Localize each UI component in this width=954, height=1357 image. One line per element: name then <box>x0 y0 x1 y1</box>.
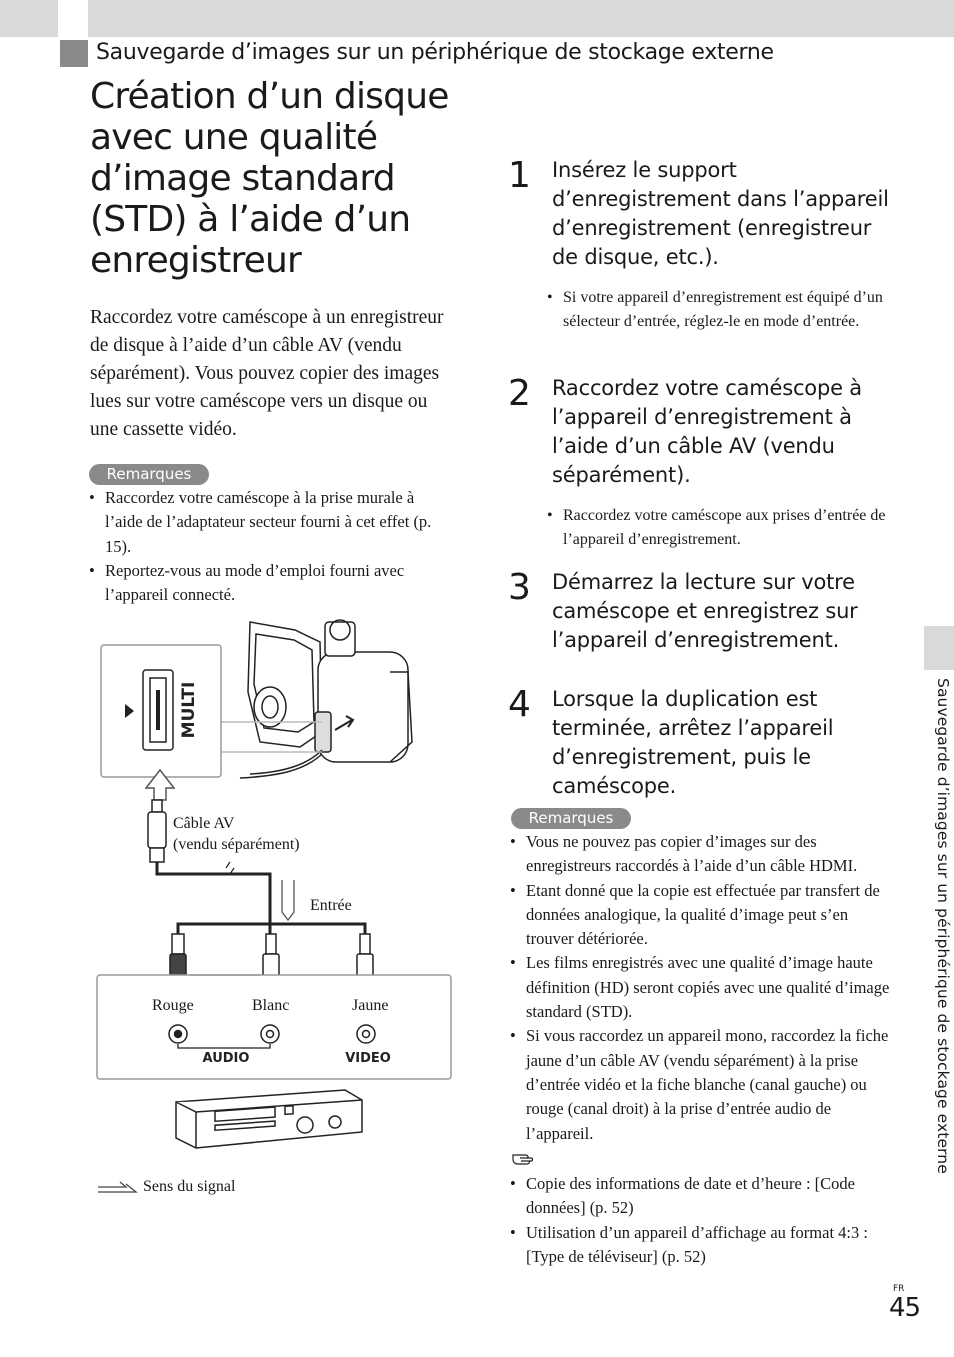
video-label: VIDEO <box>345 1051 391 1066</box>
reference-hand-icon <box>512 1150 534 1171</box>
entree-label: Entrée <box>310 897 352 914</box>
page-language: FR <box>893 1284 905 1294</box>
cable-label: Câble AV <box>173 815 235 832</box>
page-number: 45 <box>889 1293 921 1323</box>
signal-direction-icon <box>98 1182 136 1192</box>
remarks-list-left <box>89 486 454 607</box>
connection-illustration <box>90 612 470 1212</box>
list-item: • Utilisation d’un appareil d’affichage au format 4:3 : [Type de téléviseur] (p. 52) <box>510 1221 890 1270</box>
step-number: 4 <box>508 684 531 725</box>
multi-terminal-label: MULTI <box>179 681 199 739</box>
list-item: • Si vous raccordez un appareil mono, raccordez la fiche jaune d’un câble AV (vendu séparément) à la prise d’entrée vidéo et la fiche blanche (canal gauche) ou rouge (canal droit) à la prise d’entrée audio de l’appareil. <box>510 1024 890 1145</box>
list-item: • Les films enregistrés avec une qualité d’image haute définition (HD) seront copiés avec une qualité d’image standard (STD). <box>510 951 890 1024</box>
step-text: Raccordez votre caméscope à l’appareil d’enregistrement à l’aide d’un câble AV (vendu séparément). <box>552 376 862 487</box>
list-item: • Vous ne pouvez pas copier d’images sur des enregistreurs raccordés à l’aide d’un câble HDMI. <box>510 830 890 879</box>
entree-arrow-icon <box>282 880 294 920</box>
recorder-illustration <box>176 1090 362 1148</box>
side-tab-label: Sauvegarde d’images sur un périphérique de stockage externe <box>934 678 952 1174</box>
references-list <box>510 1172 890 1269</box>
remarks-badge: Remarques <box>89 464 209 485</box>
list-item: • Raccordez votre caméscope à la prise murale à l’aide de l’adaptateur secteur fourni à cet effet (p. 15). <box>89 486 454 559</box>
camcorder-illustration <box>240 620 412 778</box>
page-title: Création d’un disque avec une qualité d’image standard (STD) à l’aide d’un enregistreur <box>90 76 449 281</box>
remarks-list-right <box>510 830 890 1146</box>
list-item: • Reportez-vous au mode d’emploi fourni avec l’appareil connecté. <box>89 559 454 608</box>
cable-sold-separately-label: (vendu séparément) <box>173 836 300 853</box>
section-marker <box>60 40 88 67</box>
step-text: Démarrez la lecture sur votre caméscope et enregistrez sur l’appareil d’enregistrement. <box>552 570 858 652</box>
step-bullet: • Si votre appareil d’enregistrement est équipé d’un sélecteur d’entrée, réglez-le en mode d’entrée. <box>547 289 883 330</box>
section-title: Sauvegarde d’images sur un périphérique de stockage externe <box>96 40 774 65</box>
remarks-badge: Remarques <box>511 808 631 829</box>
rouge-label: Rouge <box>152 997 194 1014</box>
side-tab <box>924 626 954 670</box>
audio-label: AUDIO <box>202 1051 250 1066</box>
intro-paragraph: Raccordez votre caméscope à un enregistreur de disque à l’aide d’un câble AV (vendu séparément). Vous pouvez copier des images lues sur votre caméscope vers un disque ou une cassette vidéo. <box>90 307 444 440</box>
step-number: 1 <box>508 155 531 196</box>
jaune-label: Jaune <box>352 997 389 1014</box>
list-item: • Copie des informations de date et d’heure : [Code données] (p. 52) <box>510 1172 890 1221</box>
step-bullet: • Raccordez votre caméscope aux prises d’entrée de l’appareil d’enregistrement. <box>547 507 886 548</box>
step-number: 2 <box>508 373 531 414</box>
connection-diagram <box>90 612 470 1212</box>
blanc-label: Blanc <box>252 997 290 1014</box>
step-text: Insérez le support d’enregistrement dans l’appareil d’enregistrement (enregistreur de disque, etc.). <box>552 158 889 269</box>
step-number: 3 <box>508 567 531 608</box>
top-bar <box>0 0 954 37</box>
signal-label: Sens du signal <box>143 1178 236 1195</box>
top-bar-gap <box>58 0 88 37</box>
list-item: • Etant donné que la copie est effectuée par transfert de données analogique, la qualité d’image peut s’en trouver détériorée. <box>510 879 890 952</box>
step-text: Lorsque la duplication est terminée, arrêtez l’appareil d’enregistrement, puis le caméscope. <box>552 687 834 798</box>
